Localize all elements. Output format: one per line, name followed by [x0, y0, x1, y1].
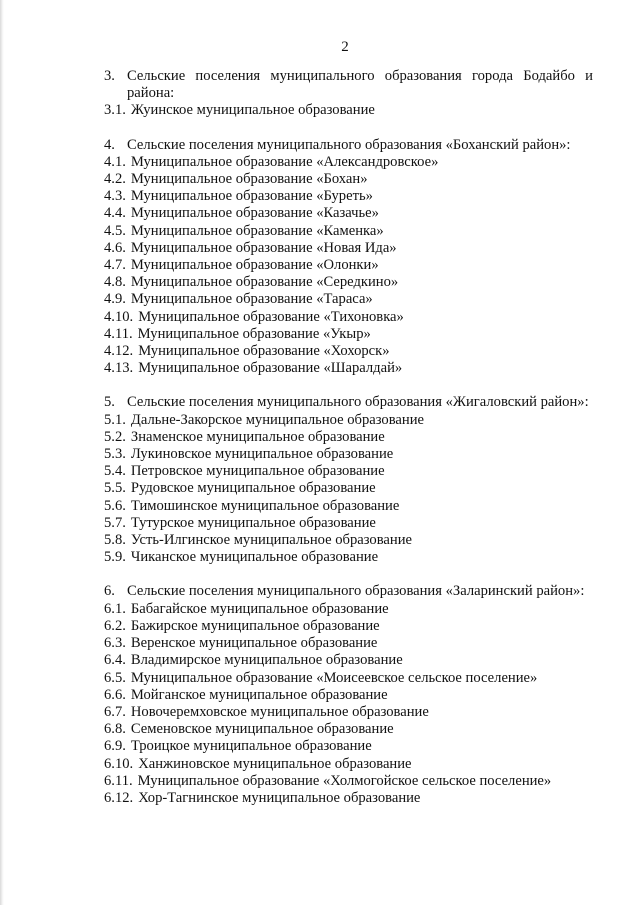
- item-number: 4.5.: [104, 222, 126, 239]
- item-text: Муниципальное образование «Середкино»: [130, 274, 399, 291]
- section-heading: [104, 583, 593, 600]
- item-text: Знаменское муниципальное образование: [130, 428, 385, 445]
- list-item: [104, 102, 593, 119]
- item-number: 4.13.: [104, 360, 134, 377]
- item-number: 4.8.: [104, 274, 126, 291]
- item-number: 6.5.: [104, 669, 126, 686]
- list-item: [104, 498, 593, 515]
- item-text: Петровское муниципальное образование: [130, 463, 385, 480]
- list-item: [104, 205, 593, 222]
- section-item-list: [104, 412, 593, 567]
- section-heading: [104, 394, 593, 411]
- document-section: [104, 137, 593, 378]
- list-item: [104, 309, 593, 326]
- item-text: Муниципальное образование «Александровское»: [130, 153, 439, 170]
- list-item: [104, 171, 593, 188]
- list-item: [104, 343, 593, 360]
- list-item: [104, 257, 593, 274]
- section-heading-text: Сельские поселения муниципального образования «Жигаловский район»:: [127, 394, 589, 411]
- item-number: 6.10.: [104, 755, 134, 772]
- item-text: Рудовское муниципальное образование: [130, 480, 376, 497]
- item-number: 5.2.: [104, 428, 126, 445]
- item-number: 5.3.: [104, 446, 126, 463]
- item-text: Муниципальное образование «Укыр»: [137, 325, 371, 342]
- item-number: 4.9.: [104, 291, 126, 308]
- list-item: [104, 704, 593, 721]
- item-text: Тимошинское муниципальное образование: [130, 497, 400, 514]
- list-item: [104, 480, 593, 497]
- item-text: Муниципальное образование «Буреть»: [130, 188, 373, 205]
- list-item: [104, 687, 593, 704]
- item-number: 5.1.: [104, 411, 126, 428]
- item-number: 6.3.: [104, 635, 126, 652]
- list-item: [104, 549, 593, 566]
- list-item: [104, 291, 593, 308]
- item-number: 6.7.: [104, 703, 126, 720]
- list-item: [104, 446, 593, 463]
- item-number: 4.2.: [104, 171, 126, 188]
- document-section: [104, 394, 593, 566]
- list-item: [104, 721, 593, 738]
- item-text: Лукиновское муниципальное образование: [130, 446, 394, 463]
- item-text: Ханжиновское муниципальное образование: [138, 755, 412, 772]
- list-item: [104, 154, 593, 171]
- document-section: [104, 583, 593, 807]
- list-item: [104, 790, 593, 807]
- item-number: 5.4.: [104, 463, 126, 480]
- item-text: Муниципальное образование «Каменка»: [130, 222, 384, 239]
- item-number: 5.5.: [104, 480, 126, 497]
- list-item: [104, 601, 593, 618]
- item-text: Муниципальное образование «Олонки»: [130, 257, 379, 274]
- item-number: 6.6.: [104, 686, 126, 703]
- list-item: [104, 618, 593, 635]
- section-heading: [104, 68, 593, 102]
- item-text: Семеновское муниципальное образование: [130, 721, 394, 738]
- section-number: 3.: [104, 68, 115, 84]
- list-item: [104, 635, 593, 652]
- list-item: [104, 670, 593, 687]
- item-number: 4.12.: [104, 343, 134, 360]
- list-item: [104, 773, 593, 790]
- section-heading: [104, 137, 593, 154]
- list-item: [104, 429, 593, 446]
- item-text: Веренское муниципальное образование: [130, 635, 378, 652]
- item-number: 6.2.: [104, 617, 126, 634]
- item-number: 4.7.: [104, 257, 126, 274]
- item-number: 4.11.: [104, 325, 133, 342]
- document-body: [104, 68, 593, 824]
- item-number: 4.6.: [104, 239, 126, 256]
- item-number: 6.11.: [104, 772, 133, 789]
- section-item-list: [104, 154, 593, 378]
- item-text: Жуинское муниципальное образование: [130, 102, 375, 119]
- section-heading-text: Сельские поселения муниципального образования «Заларинский район»:: [127, 583, 585, 600]
- page-number: 2: [341, 39, 349, 55]
- list-item: [104, 326, 593, 343]
- list-item: [104, 756, 593, 773]
- list-item: [104, 223, 593, 240]
- list-item: [104, 412, 593, 429]
- list-item: [104, 738, 593, 755]
- list-item: [104, 188, 593, 205]
- item-number: 5.6.: [104, 497, 126, 514]
- item-number: 5.9.: [104, 549, 126, 566]
- item-text: Усть-Илгинское муниципальное образование: [130, 532, 412, 549]
- item-text: Новочеремховское муниципальное образование: [130, 703, 429, 720]
- item-text: Муниципальное образование «Моисеевское сельское поселение»: [130, 669, 538, 686]
- item-text: Муниципальное образование «Тараса»: [130, 291, 373, 308]
- item-text: Чиканское муниципальное образование: [130, 549, 379, 566]
- item-number: 4.3.: [104, 188, 126, 205]
- item-text: Дальне-Закорское муниципальное образование: [130, 411, 424, 428]
- item-text: Муниципальное образование «Хохорск»: [138, 343, 390, 360]
- list-item: [104, 515, 593, 532]
- item-number: 6.12.: [104, 789, 134, 806]
- section-item-list: [104, 601, 593, 807]
- list-item: [104, 652, 593, 669]
- item-text: Владимирское муниципальное образование: [130, 652, 403, 669]
- item-number: 5.7.: [104, 514, 126, 531]
- item-number: 6.1.: [104, 600, 126, 617]
- list-item: [104, 360, 593, 377]
- scan-edge-shadow: [0, 0, 4, 905]
- item-number: 4.4.: [104, 205, 126, 222]
- item-text: Тутурское муниципальное образование: [130, 514, 376, 531]
- item-text: Хор-Тагнинское муниципальное образование: [138, 789, 421, 806]
- item-text: Муниципальное образование «Казачье»: [130, 205, 379, 222]
- item-number: 4.1.: [104, 153, 126, 170]
- list-item: [104, 463, 593, 480]
- item-text: Муниципальное образование «Холмогойское сельское поселение»: [137, 772, 552, 789]
- section-item-list: [104, 102, 593, 119]
- document-section: [104, 68, 593, 120]
- item-text: Муниципальное образование «Тихоновка»: [138, 308, 404, 325]
- list-item: [104, 532, 593, 549]
- list-item: [104, 240, 593, 257]
- item-number: 6.8.: [104, 721, 126, 738]
- item-text: Мойганское муниципальное образование: [130, 686, 388, 703]
- section-heading-text: Сельские поселения муниципального образования «Боханский район»:: [127, 136, 571, 153]
- item-text: Троицкое муниципальное образование: [130, 738, 372, 755]
- item-text: Бабагайское муниципальное образование: [130, 600, 389, 617]
- item-number: 5.8.: [104, 532, 126, 549]
- item-number: 6.4.: [104, 652, 126, 669]
- section-heading-text: Сельские поселения муниципального образования города Бодайбо и района:: [127, 68, 593, 102]
- item-text: Бажирское муниципальное образование: [130, 617, 380, 634]
- item-text: Муниципальное образование «Бохан»: [130, 171, 368, 188]
- item-text: Муниципальное образование «Новая Ида»: [130, 239, 397, 256]
- list-item: [104, 274, 593, 291]
- item-number: 3.1.: [104, 102, 126, 119]
- section-number: 5.: [104, 394, 115, 411]
- section-number: 4.: [104, 136, 115, 153]
- item-number: 4.10.: [104, 308, 134, 325]
- item-number: 6.9.: [104, 738, 126, 755]
- item-text: Муниципальное образование «Шаралдай»: [138, 360, 403, 377]
- section-number: 6.: [104, 583, 115, 600]
